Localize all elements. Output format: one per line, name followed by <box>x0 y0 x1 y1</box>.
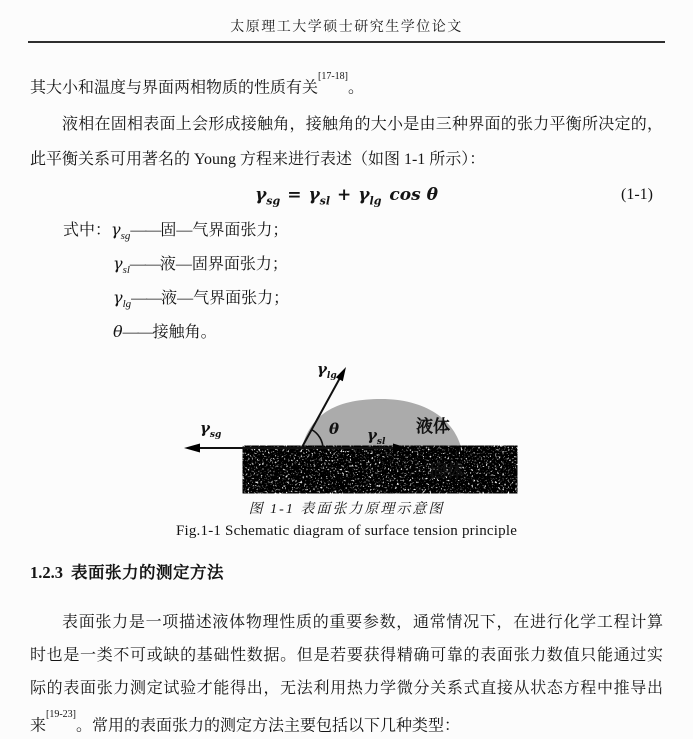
definition-gamma-sl: $\gamma_{sl}——$液—固界面张力； <box>113 254 288 277</box>
gamma-sg-arrowhead <box>184 444 200 453</box>
liquid-label: 液体 <box>416 417 450 436</box>
figure-svg <box>170 351 590 497</box>
eq-gamma-sl: γ <box>308 185 320 205</box>
eq-equals: = <box>287 185 302 205</box>
definition-gamma-lg: $\gamma_{lg}——$液—气界面张力； <box>113 288 290 311</box>
eq-gamma-sg: γ <box>255 185 267 205</box>
solid-label: 固体 <box>430 462 464 481</box>
eq-plus: + <box>337 185 352 205</box>
paragraph-measurement-line1: 表面张力是一项描述液体物理性质的重要参数，通常情况下，在进行化学工程计算 <box>62 614 663 631</box>
young-equation-row <box>30 177 663 213</box>
paragraph-young <box>30 107 663 177</box>
paragraph-intro-text: 其大小和温度与界面两相物质的性质有关 <box>30 79 319 97</box>
section-title: 表面张力的测定方法 <box>71 564 224 582</box>
paragraph-measurement-line4: 来[19-23]。常用的表面张力的测定方法主要包括以下几种类型： <box>30 709 461 735</box>
paragraph-measurement <box>30 606 663 738</box>
solid-block-texture <box>255 448 505 491</box>
citation-19-23: [19-23] <box>46 709 77 720</box>
gamma-sl-label: $\gamma_{sl}$ <box>367 426 386 447</box>
header-title: 太原理工大学硕士研究生学位论文 <box>230 20 463 35</box>
paragraph-measurement-line2: 时也是一类不可或缺的基础性数据。但是若要获得精确可靠的表面张力数值只能通过实 <box>30 647 663 664</box>
figure-caption-en: Fig.1-1 Schematic diagram of surface tension principle <box>175 523 518 539</box>
young-equation: $\gamma_{sg} = \gamma_{sl} + \gamma_{lg}$ cos θ <box>255 185 438 208</box>
theta-label: θ <box>329 420 340 438</box>
page-body <box>0 66 693 738</box>
definition-gamma-sg: 式中：$\gamma_{sg}——$固—气界面张力； <box>63 220 289 243</box>
gamma-lg-arrowhead <box>336 367 346 381</box>
section-number: 1.2.3 <box>30 563 63 582</box>
gamma-sg-label: $\gamma_{sg}$ <box>200 419 222 440</box>
paragraph-young-line1: 液相在固相表面上会形成接触角，接触角的大小是由三种界面的张力平衡所决定的， <box>62 116 663 133</box>
header-rule <box>28 41 665 43</box>
paragraph-measurement-line3: 际的表面张力测定试验才能得出，无法利用热力学微分关系式直接从状态方程中推导出 <box>30 680 663 697</box>
gamma-lg-label: $\gamma_{lg}$ <box>317 360 337 381</box>
paragraph-young-line2: 此平衡关系可用著名的 Young 方程来进行表述（如图 1-1 所示）： <box>30 151 486 168</box>
paragraph-intro <box>30 66 663 101</box>
defs-prefix: 式中： <box>63 222 112 239</box>
eq-gamma-lg: γ <box>358 185 370 205</box>
definition-theta: θ——接触角。 <box>113 322 217 341</box>
paragraph-intro-period: 。 <box>348 79 365 97</box>
equation-number: (1-1) <box>621 186 653 203</box>
symbol-definitions <box>30 213 663 349</box>
section-heading-1-2-3 <box>30 563 663 583</box>
citation-17-18: [17-18] <box>318 71 349 82</box>
figure-surface-tension <box>170 351 590 497</box>
eq-cos-theta: cos θ <box>389 185 438 205</box>
figure-caption-zh: 图 1-1 表面张力原理示意图 <box>248 502 445 517</box>
